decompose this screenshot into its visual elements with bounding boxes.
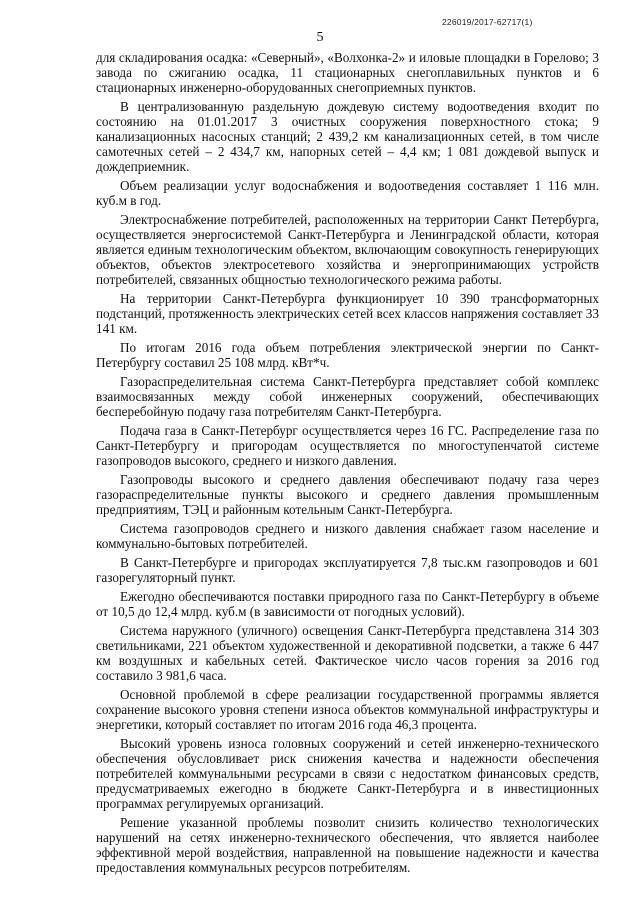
paragraph: На территории Санкт-Петербурга функционирует 10 390 трансформаторных подстанций, протяженность электрических сетей всех классов напряжения составляет 33 141 км.	[96, 291, 599, 336]
paragraph: для складирования осадка: «Северный», «Волхонка-2» и иловые площадки в Горелово; 3 завода по сжиганию осадка, 11 стационарных снегоплавильных пунктов и 6 стационарных инженерно-оборудованных снегоприемных пунктов.	[96, 50, 599, 95]
paragraph: Подача газа в Санкт-Петербург осуществляется через 16 ГС. Распределение газа по Санкт-Петербургу и пригородам осуществляется по многоступенчатой системе газопроводов высокого, среднего и низкого давления.	[96, 423, 599, 468]
paragraph: Ежегодно обеспечиваются поставки природного газа по Санкт-Петербургу в объеме от 10,5 до 12,4 млрд. куб.м (в зависимости от погодных условий).	[96, 589, 599, 619]
paragraph: Высокий уровень износа головных сооружений и сетей инженерно-технического обеспечения обусловливает риск снижения качества и надежности обеспечения потребителей коммунальными ресурсами в связи с недостатком финансовых средств, предусматриваемых ежегодно в бюджете Санкт-Петербурга и в инвестиционных программах регулируемых организаций.	[96, 736, 599, 811]
paragraph: Газораспределительная система Санкт-Петербурга представляет собой комплекс взаимосвязанных между собой инженерных сооружений, обеспечивающих бесперебойную подачу газа потребителям Санкт-Петербурга.	[96, 374, 599, 419]
paragraph: Объем реализации услуг водоснабжения и водоотведения составляет 1 116 млн. куб.м в год.	[96, 178, 599, 208]
paragraph: В Санкт-Петербурге и пригородах эксплуатируется 7,8 тыс.км газопроводов и 601 газорегуляторный пункт.	[96, 555, 599, 585]
paragraph: Решение указанной проблемы позволит снизить количество технологических нарушений на сетях инженерно-технического обеспечения, что является наиболее эффективной мерой воздействия, направленной на повышение надежности и качества предоставления коммунальных ресурсов потребителям.	[96, 815, 599, 875]
paragraph: Электроснабжение потребителей, расположенных на территории Санкт Петербурга, осуществляется энергосистемой Санкт-Петербурга и Ленинградской области, которая является единым технологическим объектом, включающим совокупность генерирующих объектов, объектов электросетевого хозяйства и энергопринимающих устройств потребителей, связанных общностью технологического режима работы.	[96, 212, 599, 287]
paragraph: Газопроводы высокого и среднего давления обеспечивают подачу газа через газораспределительные пункты высокого и среднего давления промышленным предприятиям, ТЭЦ и районным котельным Санкт-Петербурга.	[96, 472, 599, 517]
paragraph: Система наружного (уличного) освещения Санкт-Петербурга представлена 314 303 светильниками, 221 объектом художественной и декоративной подсветки, а также 6 447 км воздушных и кабельных сетей. Фактическое число часов горения за 2016 год составило 3 981,6 часа.	[96, 623, 599, 683]
document-id: 226019/2017-62717(1)	[442, 17, 533, 27]
paragraph: В централизованную раздельную дождевую систему водоотведения входит по состоянию на 01.01.2017 3 очистных сооружения поверхностного стока; 9 канализационных насосных станций; 2 439,2 км канализационных сетей, в том числе самотечных сетей – 2 434,7 км, напорных сетей – 4,4 км; 1 081 дождевой выпуск и дождеприемник.	[96, 99, 599, 174]
body-text	[96, 50, 599, 879]
paragraph: По итогам 2016 года объем потребления электрической энергии по Санкт-Петербургу составил 25 108 млрд. кВт*ч.	[96, 340, 599, 370]
paragraph: Система газопроводов среднего и низкого давления снабжает газом население и коммунально-бытовых потребителей.	[96, 521, 599, 551]
page-number: 5	[316, 30, 324, 45]
paragraph: Основной проблемой в сфере реализации государственной программы является сохранение высокого уровня степени износа объектов коммунальной инфраструктуры и энергетики, который составляет по итогам 2016 года 46,3 процента.	[96, 687, 599, 732]
